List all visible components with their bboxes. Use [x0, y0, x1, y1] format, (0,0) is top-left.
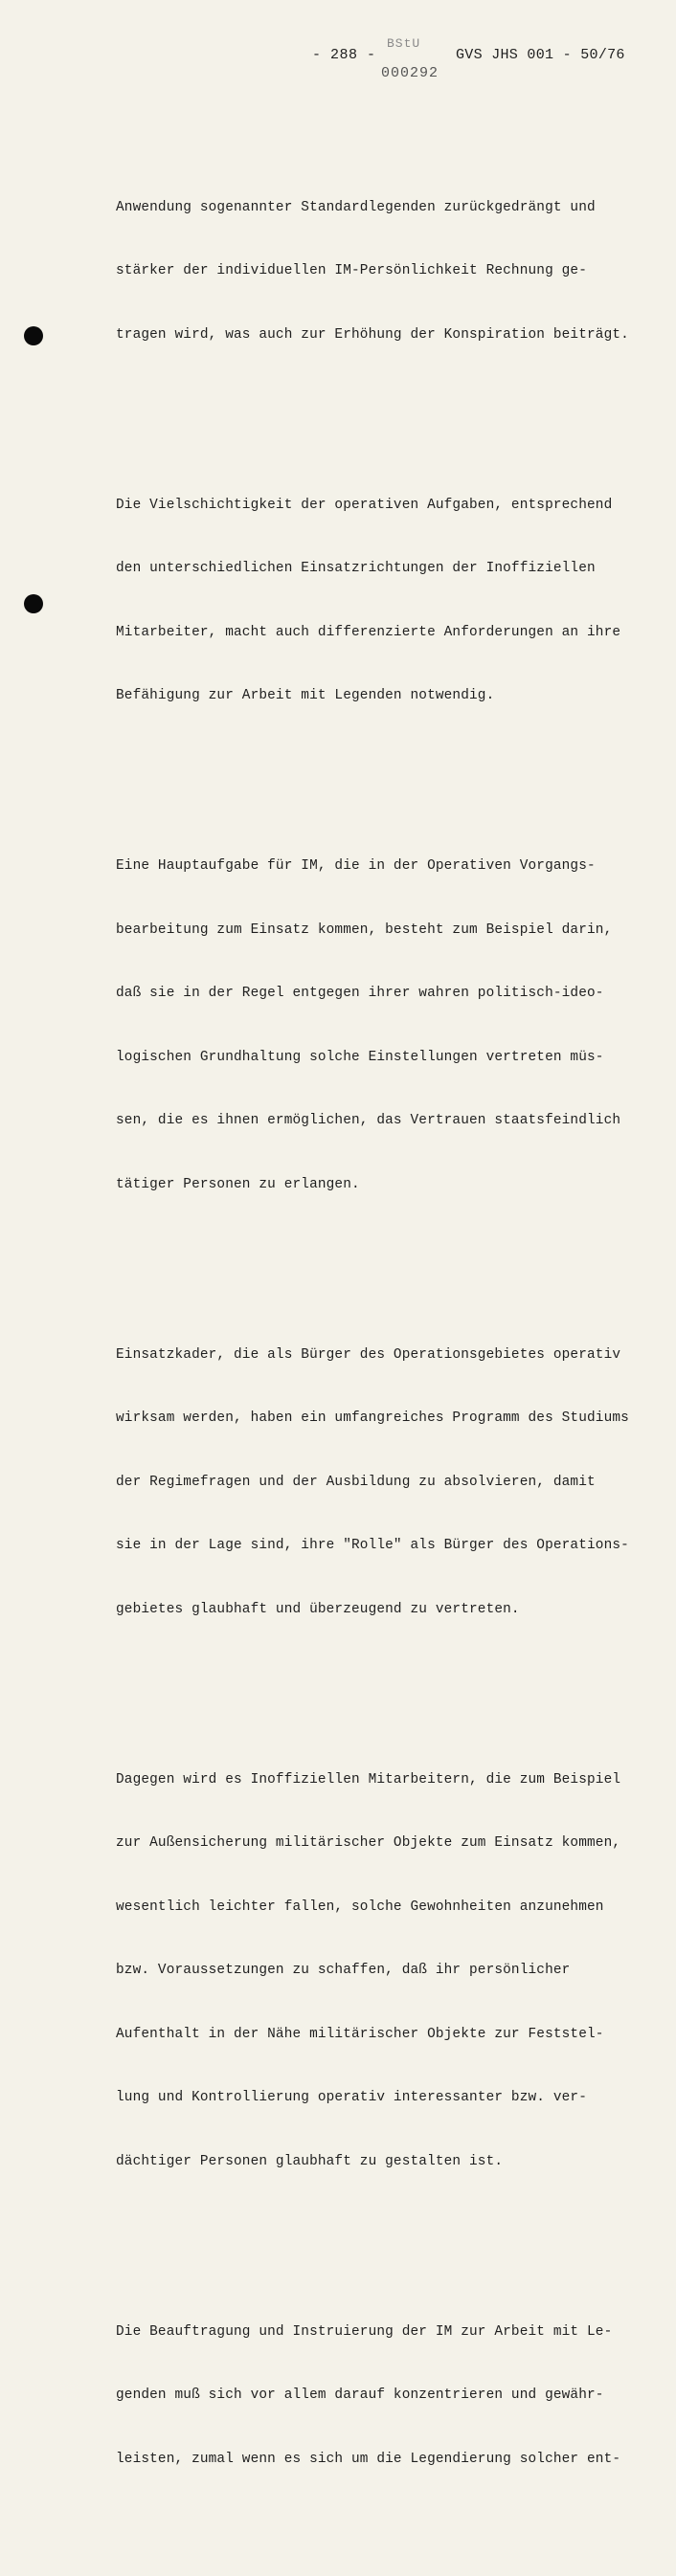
- text-line: bzw. Voraussetzungen zu schaffen, daß ihr persönlicher: [116, 1963, 571, 1979]
- text-line: Einsatzkader, die als Bürger des Operationsgebietes operativ: [116, 1346, 621, 1363]
- text-line: lung und Kontrollierung operativ interessanter bzw. ver-: [116, 2090, 588, 2106]
- paragraph: [116, 452, 662, 749]
- text-line: Eine Hauptaufgabe für IM, die in der Operativen Vorgangs-: [116, 857, 596, 874]
- paragraph: [116, 2278, 662, 2512]
- paragraph: [116, 1301, 662, 1662]
- text-line: sen, die es ihnen ermöglichen, das Vertrauen staatsfeindlich: [116, 1113, 621, 1129]
- text-line: Die Beauftragung und Instruierung der IM zur Arbeit mit Le-: [116, 2323, 613, 2340]
- text-line: genden muß sich vor allem darauf konzentrieren und gewähr-: [116, 2387, 604, 2404]
- text-line: stärker der individuellen IM-Persönlichkeit Rechnung ge-: [116, 263, 588, 279]
- page-number: - 288 -: [312, 47, 376, 63]
- text-line: wirksam werden, haben ein umfangreiches Programm des Studiums: [116, 1410, 629, 1427]
- text-line: Mitarbeiter, macht auch differenzierte Anforderungen an ihre: [116, 624, 621, 640]
- text-line: leisten, zumal wenn es sich um die Legendierung solcher ent-: [116, 2451, 621, 2467]
- text-line: bearbeitung zum Einsatz kommen, besteht zum Beispiel darin,: [116, 922, 613, 938]
- paragraph: [116, 1726, 662, 2215]
- text-line: Aufenthalt in der Nähe militärischer Objekte zur Feststel-: [116, 2026, 604, 2042]
- archive-stamp-label: BStU: [387, 36, 421, 51]
- text-line: sie in der Lage sind, ihre "Rolle" als Bürger des Operations-: [116, 1538, 629, 1554]
- body-text: [116, 112, 662, 2576]
- text-line: Dagegen wird es Inoffiziellen Mitarbeitern, die zum Beispiel: [116, 1771, 621, 1788]
- document-reference: GVS JHS 001 - 50/76: [456, 47, 625, 63]
- text-line: tragen wird, was auch zur Erhöhung der Konspiration beiträgt.: [116, 327, 629, 343]
- punch-hole: [24, 326, 43, 345]
- text-line: logischen Grundhaltung solche Einstellungen vertreten müs-: [116, 1049, 604, 1065]
- text-line: Die Vielschichtigkeit der operativen Aufgaben, entsprechend: [116, 497, 613, 513]
- text-line: tätiger Personen zu erlangen.: [116, 1176, 360, 1192]
- text-line: gebietes glaubhaft und überzeugend zu vertreten.: [116, 1601, 520, 1617]
- text-line: daß sie in der Regel entgegen ihrer wahren politisch-ideo-: [116, 986, 604, 1002]
- text-line: Anwendung sogenannter Standardlegenden zurückgedrängt und: [116, 199, 596, 215]
- text-line: den unterschiedlichen Einsatzrichtungen der Inoffiziellen: [116, 561, 596, 577]
- text-line: der Regimefragen und der Ausbildung zu absolvieren, damit: [116, 1474, 596, 1490]
- text-line: Befähigung zur Arbeit mit Legenden notwendig.: [116, 688, 495, 704]
- text-line: dächtiger Personen glaubhaft zu gestalten ist.: [116, 2154, 504, 2170]
- paragraph: [116, 154, 662, 388]
- text-line: wesentlich leichter fallen, solche Gewohnheiten anzunehmen: [116, 1899, 604, 1915]
- text-line: zur Außensicherung militärischer Objekte zum Einsatz kommen,: [116, 1835, 621, 1852]
- archive-stamp-number: 000292: [381, 65, 439, 81]
- paragraph: [116, 813, 662, 1238]
- punch-hole: [24, 594, 43, 613]
